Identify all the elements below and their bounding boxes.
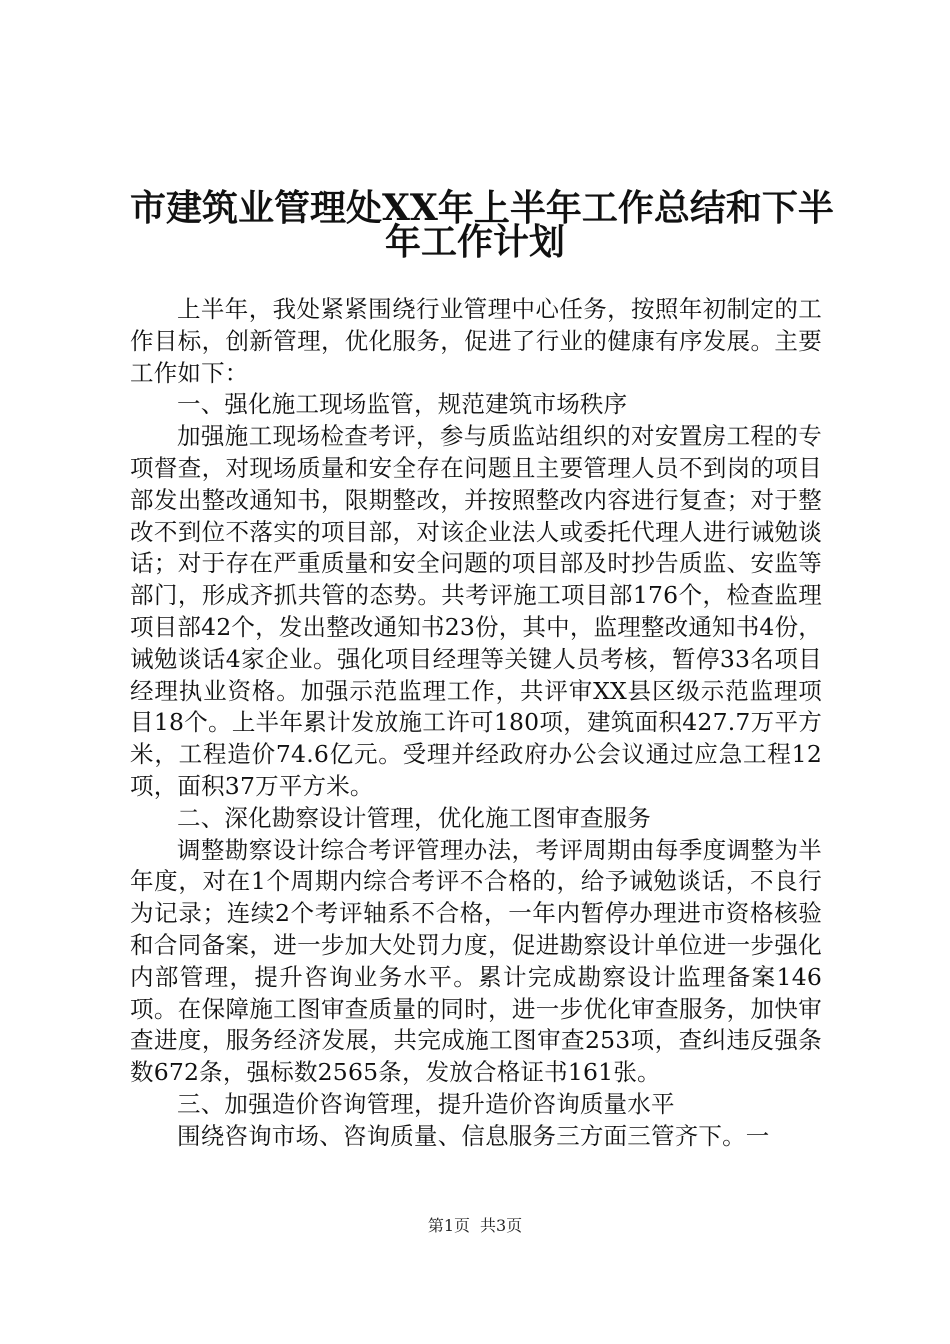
section-heading-3: 三、加强造价咨询管理，提升造价咨询质量水平 [177, 1089, 675, 1118]
paragraph-section-2: 调整勘察设计综合考评管理办法，考评周期由每季度调整为半年度，对在1个周期内综合考评不合格的，给予诫勉谈话，不良行为记录；连续2个考评轴系不合格，一年内暂停办理进市资格核验和合同备案，进一步加大处罚力度，促进勘察设计单位进一步强化内部管理，提升咨询业务水平。累计完成勘察设计监理备案146项。在保障施工图审查质量的同时，进一步优化审查服务，加快审查进度，服务经济发展，共完成施工图审查253项，查纠违反强条数672条，强标数2565条，发放合格证书161张。 [130, 835, 822, 1087]
section-heading-1: 一、强化施工现场监管，规范建筑市场秩序 [177, 390, 628, 419]
paragraph-section-3: 围绕咨询市场、咨询质量、信息服务三方面三管齐下。一 [177, 1121, 770, 1150]
paragraph-section-1: 加强施工现场检查考评，参与质监站组织的对安置房工程的专项督查，对现场质量和安全存在问题且主要管理人员不到岗的项目部发出整改通知书，限期整改，并按照整改内容进行复查；对于整改不到位不落实的项目部，对该企业法人或委托代理人进行诫勉谈话；对于存在严重质量和安全问题的项目部及时抄告质监、安监等部门，形成齐抓共管的态势。共考评施工项目部176个，检查监理项目部42个，发出整改通知书23份，其中，监理整改通知书4份，诫勉谈话4家企业。强化项目经理等关键人员考核，暂停33名项目经理执业资格。加强示范监理工作，共评审XX县区级示范监理项目18个。上半年累计发放施工许可180项，建筑面积427.7万平方米，工程造价74.6亿元。受理并经政府办公会议通过应急工程12项，面积37万平方米。 [130, 422, 822, 800]
section-heading-2: 二、深化勘察设计管理，优化施工图审查服务 [177, 803, 651, 832]
document-body [130, 294, 822, 1153]
page-footer [0, 1216, 950, 1236]
page-total: 共3页 [480, 1216, 523, 1235]
paragraph-intro: 上半年，我处紧紧围绕行业管理中心任务，按照年初制定的工作目标，创新管理，优化服务，促进了行业的健康有序发展。主要工作如下： [130, 295, 822, 387]
page-number: 第1页 [427, 1216, 470, 1235]
document-title-line-1: 市建筑业管理处XX年上半年工作总结和下半 [130, 187, 834, 229]
document-title-line-2: 年工作计划 [384, 221, 565, 263]
